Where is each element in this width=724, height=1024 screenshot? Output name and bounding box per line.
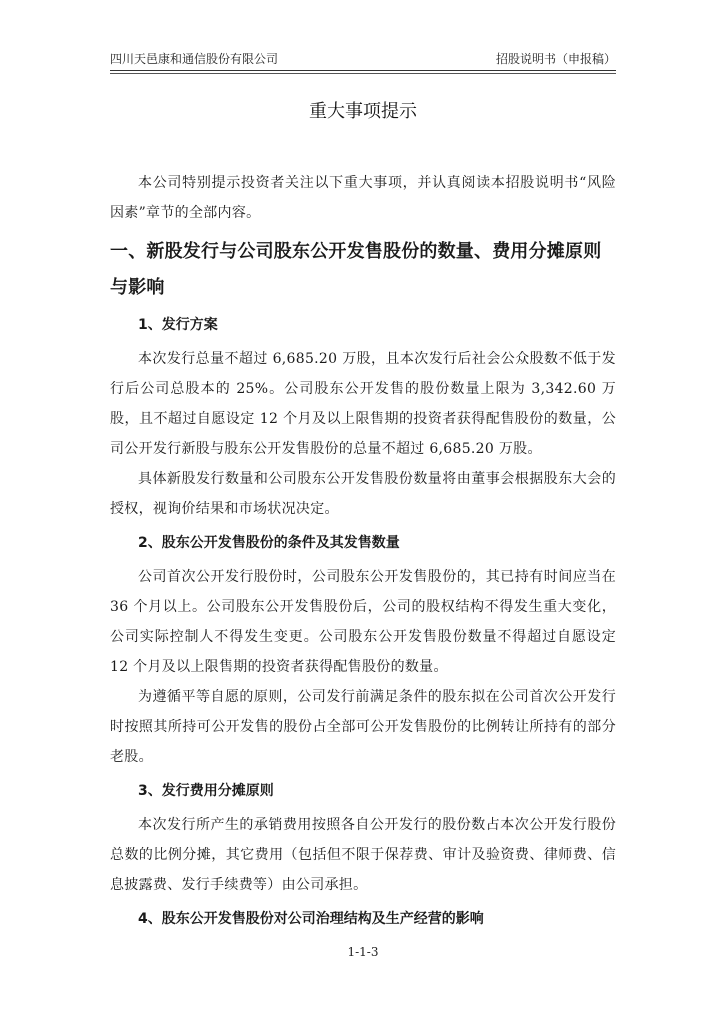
header-company-name: 四川天邑康和通信股份有限公司: [110, 52, 279, 66]
page-title: 重大事项提示: [309, 101, 417, 122]
header-rule: [110, 70, 616, 71]
paragraph: 具体新股发行数量和公司股东公开发售股份数量将由董事会根据股东大会的授权，视询价结果和市场状况决定。: [110, 471, 616, 517]
intro-paragraph: 本公司特别提示投资者关注以下重大事项，并认真阅读本招股说明书“风险因素”章节的全部内容。: [110, 175, 616, 221]
subsection-heading-2: 2、股东公开发售股份的条件及其发售数量: [138, 535, 400, 551]
page-number: 1-1-3: [347, 945, 379, 959]
subsection-heading-4: 4、股东公开发售股份对公司治理结构及生产经营的影响: [138, 911, 484, 927]
subsection-heading-1: 1、发行方案: [138, 317, 218, 333]
paragraph: 公司首次公开发行股份时，公司股东公开发售股份的，其已持有时间应当在 36 个月以上。公司股东公开发售股份后，公司的股权结构不得发生重大变化，公司实际控制人不得发生变更。公司股东公开发售股份数量不得超过自愿设定 12 个月及以上限售期的投资者获得配售股份的数量。: [110, 569, 616, 675]
page-header: [110, 50, 616, 68]
document-body: [110, 168, 616, 938]
subsection-heading-3: 3、发行费用分摊原则: [138, 783, 274, 799]
paragraph: 本次发行总量不超过 6,685.20 万股，且本次发行后社会公众股数不低于发行后公司总股本的 25%。公司股东公开发售的股份数量上限为 3,342.60 万股，且不超过自愿设定 12 个月及以上限售期的投资者获得配售股份的数量，公司公开发行新股与股东公开发售股份的总量不超过 6,685.20 万股。: [110, 351, 616, 457]
header-document-type: 招股说明书（申报稿）: [495, 52, 616, 66]
section-heading: 一、新股发行与公司股东公开发售股份的数量、费用分摊原则与影响: [110, 241, 602, 298]
paragraph: 为遵循平等自愿的原则，公司发行前满足条件的股东拟在公司首次公开发行时按照其所持可公开发售的股份占全部可公开发售股份的比例转让所持有的部分老股。: [110, 689, 616, 765]
paragraph: 本次发行所产生的承销费用按照各自公开发行的股份数占本次公开发行股份总数的比例分摊，其它费用（包括但不限于保荐费、审计及验资费、律师费、信息披露费、发行手续费等）由公司承担。: [110, 817, 616, 893]
header-rule-thin: [110, 73, 616, 74]
